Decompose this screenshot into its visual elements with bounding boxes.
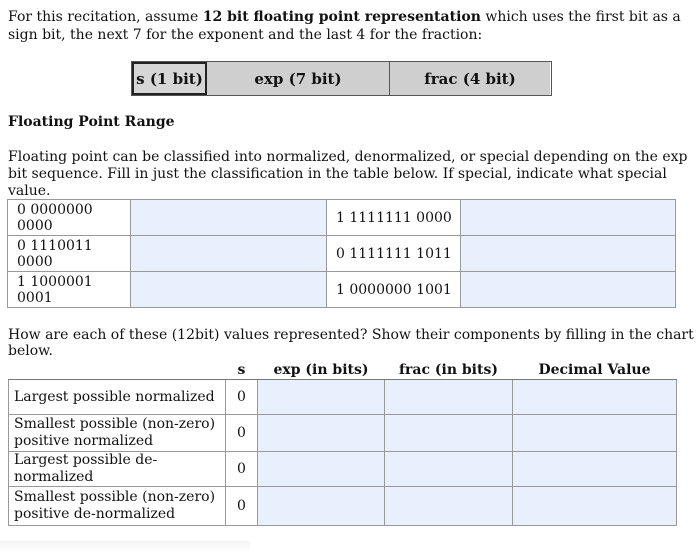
header-row [9, 360, 677, 380]
intro-text [8, 8, 688, 44]
range-heading: Floating Point Range [8, 114, 175, 130]
classification-input[interactable] [131, 272, 327, 308]
components-table [8, 360, 677, 526]
classification-table [7, 199, 676, 308]
page-edge-shadow [0, 541, 250, 553]
classification-input[interactable] [131, 200, 327, 236]
row-label: Largest possible de-normalized [9, 452, 226, 487]
frac-header: frac (in bits) [385, 360, 513, 380]
classification-input[interactable] [461, 236, 676, 272]
bit-pattern-cell: 0 1110011 0000 [8, 236, 131, 272]
exp-bits-box: exp (7 bit) [207, 62, 390, 95]
sign-bit-box: s (1 bit) [132, 62, 207, 95]
intro-suffix: which uses the first bit as a sign bit, the next 7 for the exponent and the last 4 for the fraction: [8, 9, 681, 43]
sign-value: 0 [226, 415, 258, 452]
table-row [9, 487, 677, 526]
exp-input[interactable] [258, 487, 385, 526]
frac-input[interactable] [385, 487, 513, 526]
bit-pattern-cell: 1 1111111 0000 [327, 200, 461, 236]
bit-pattern-cell: 1 1000001 0001 [8, 272, 131, 308]
decimal-input[interactable] [513, 452, 677, 487]
exp-input[interactable] [258, 415, 385, 452]
row-label: Smallest possible (non-zero) positive de-normalized [9, 487, 226, 526]
table-row [8, 236, 676, 272]
bit-layout-diagram [131, 61, 552, 96]
sign-value: 0 [226, 452, 258, 487]
decimal-input[interactable] [513, 415, 677, 452]
bit-pattern-cell: 0 0000000 0000 [8, 200, 131, 236]
exp-input[interactable] [258, 380, 385, 415]
classification-input[interactable] [131, 236, 327, 272]
frac-input[interactable] [385, 415, 513, 452]
table-row [9, 452, 677, 487]
intro-bold: 12 bit floating point representation [202, 9, 481, 25]
bit-pattern-cell: 0 1111111 1011 [327, 236, 461, 272]
components-question: How are each of these (12bit) values represented? Show their components by filling in the chart below. [8, 327, 694, 359]
classification-input[interactable] [461, 272, 676, 308]
range-paragraph: Floating point can be classified into normalized, denormalized, or special depending on the exp bit sequence. Fill in just the classification in the table below. If special, indicate what special value. [8, 149, 688, 199]
intro-prefix: For this recitation, assume [8, 9, 203, 25]
frac-bits-box: frac (4 bit) [390, 62, 550, 95]
sign-value: 0 [226, 380, 258, 415]
decimal-header: Decimal Value [513, 360, 677, 380]
frac-input[interactable] [385, 380, 513, 415]
s-header: s [226, 360, 258, 380]
decimal-input[interactable] [513, 487, 677, 526]
classification-input[interactable] [461, 200, 676, 236]
decimal-input[interactable] [513, 380, 677, 415]
frac-input[interactable] [385, 452, 513, 487]
table-row [9, 380, 677, 415]
table-row [8, 200, 676, 236]
bit-pattern-cell: 1 0000000 1001 [327, 272, 461, 308]
row-label: Smallest possible (non-zero) positive normalized [9, 415, 226, 452]
sign-value: 0 [226, 487, 258, 526]
exp-header: exp (in bits) [258, 360, 385, 380]
label-header [9, 360, 226, 380]
table-row [9, 415, 677, 452]
exp-input[interactable] [258, 452, 385, 487]
row-label: Largest possible normalized [9, 380, 226, 415]
table-row [8, 272, 676, 308]
